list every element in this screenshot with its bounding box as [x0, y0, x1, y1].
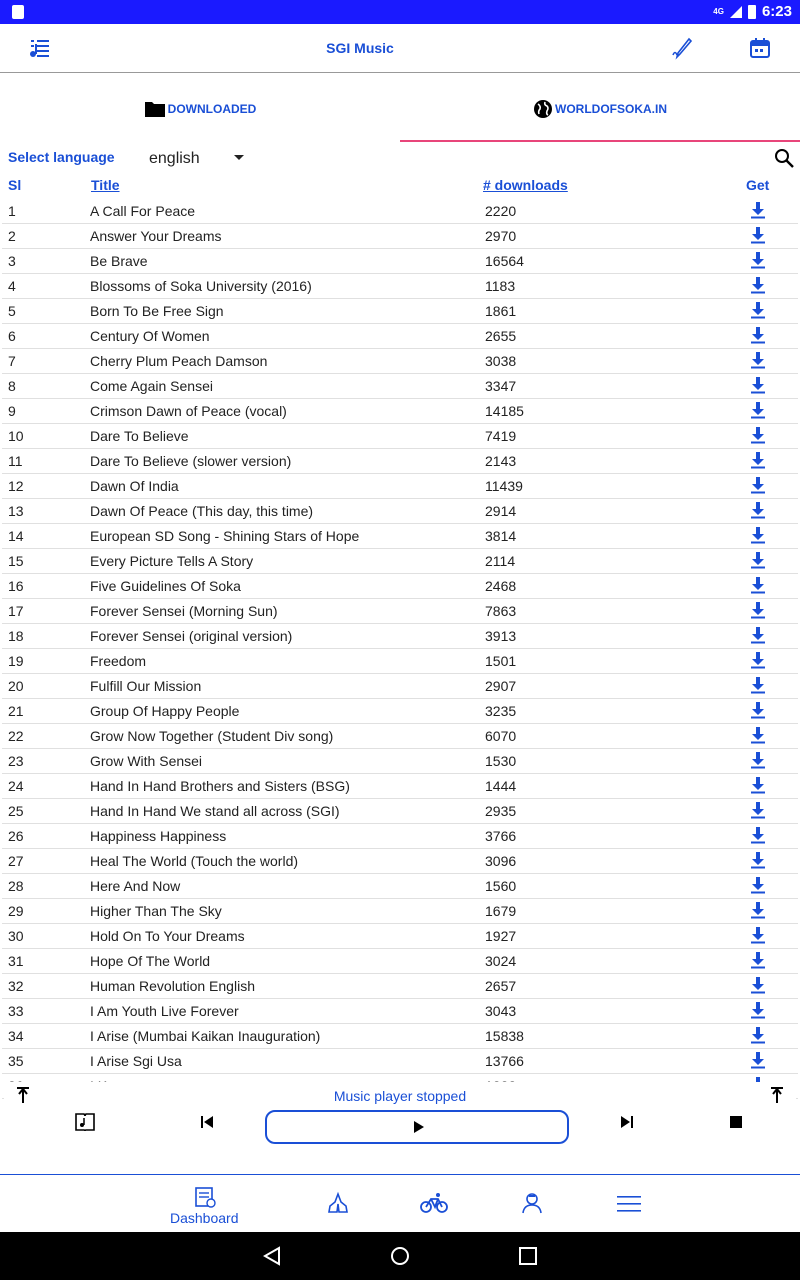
- music-book-icon[interactable]: [74, 1112, 96, 1132]
- row-sl: 25: [8, 803, 24, 819]
- table-row[interactable]: [2, 498, 798, 524]
- play-button[interactable]: [265, 1110, 569, 1144]
- chevron-down-icon[interactable]: [234, 155, 244, 160]
- row-title: Higher Than The Sky: [90, 903, 222, 919]
- download-icon[interactable]: [750, 602, 766, 619]
- pen-icon[interactable]: [670, 36, 694, 60]
- row-sl: 17: [8, 603, 24, 619]
- app-title: SGI Music: [326, 40, 394, 56]
- bicycle-icon[interactable]: [420, 1192, 448, 1214]
- clock: 6:23: [761, 3, 792, 20]
- row-sl: 20: [8, 678, 24, 694]
- battery-icon: [748, 5, 756, 19]
- row-title: I Arise (Mumbai Kaikan Inauguration): [90, 1028, 321, 1044]
- row-sl: 22: [8, 728, 24, 744]
- row-title: Come Again Sensei: [90, 378, 213, 394]
- status-bar: [0, 0, 800, 24]
- table-row[interactable]: [2, 1023, 798, 1049]
- row-sl: 29: [8, 903, 24, 919]
- download-icon[interactable]: [750, 1052, 766, 1069]
- header-downloads[interactable]: # downloads: [483, 177, 568, 193]
- row-sl: 7: [8, 353, 16, 369]
- table-row[interactable]: [2, 698, 798, 724]
- table-row[interactable]: [2, 773, 798, 799]
- row-downloads: 1183: [485, 278, 516, 294]
- app-bar: [0, 24, 800, 73]
- bottom-navigation: [122, 1176, 678, 1232]
- row-title: European SD Song - Shining Stars of Hope: [90, 528, 360, 544]
- row-sl: 31: [8, 953, 24, 969]
- table-row[interactable]: [2, 573, 798, 599]
- row-title: I Am Youth Live Forever: [90, 1003, 239, 1019]
- table-row[interactable]: [2, 673, 798, 699]
- row-downloads: 15838: [485, 1028, 524, 1044]
- row-title: Five Guidelines Of Soka: [90, 578, 241, 594]
- select-language-label: Select language: [8, 149, 115, 165]
- divider: [0, 1174, 800, 1175]
- row-sl: 19: [8, 653, 24, 669]
- row-downloads: 3043: [485, 1003, 517, 1019]
- dashboard-icon[interactable]: [194, 1186, 216, 1208]
- music-player: [4, 1082, 796, 1148]
- row-title: Here And Now: [90, 878, 181, 894]
- download-icon[interactable]: [750, 452, 766, 469]
- row-sl: 9: [8, 403, 16, 419]
- system-navigation-bar: [0, 1232, 800, 1280]
- row-title: Answer Your Dreams: [90, 228, 222, 244]
- row-title: Dawn Of Peace (This day, this time): [90, 503, 314, 519]
- table-header: [0, 176, 800, 196]
- row-downloads: 2114: [485, 553, 516, 569]
- table-row[interactable]: [2, 448, 798, 474]
- row-sl: 15: [8, 553, 24, 569]
- download-icon[interactable]: [750, 927, 766, 944]
- row-downloads: 7419: [485, 428, 517, 444]
- row-sl: 13: [8, 503, 24, 519]
- row-downloads: 2657: [485, 978, 517, 994]
- row-title: Blossoms of Soka University (2016): [90, 278, 312, 294]
- row-downloads: 1530: [485, 753, 517, 769]
- table-row[interactable]: [2, 1048, 798, 1074]
- player-status: Music player stopped: [333, 1088, 467, 1104]
- download-icon[interactable]: [750, 402, 766, 419]
- row-title: Freedom: [90, 653, 147, 669]
- table-row[interactable]: [2, 823, 798, 849]
- row-sl: 26: [8, 828, 24, 844]
- table-row[interactable]: [2, 623, 798, 649]
- row-title: Grow Now Together (Student Div song): [90, 728, 334, 744]
- download-icon[interactable]: [750, 527, 766, 544]
- row-title: Grow With Sensei: [90, 753, 203, 769]
- table-row[interactable]: [2, 398, 798, 424]
- table-row[interactable]: [2, 223, 798, 249]
- table-row[interactable]: [2, 648, 798, 674]
- table-row[interactable]: [2, 273, 798, 299]
- table-row[interactable]: [2, 198, 798, 224]
- row-title: Dawn Of India: [90, 478, 179, 494]
- network-type: 4G: [713, 7, 724, 16]
- row-downloads: 1560: [485, 878, 517, 894]
- language-filter: [0, 142, 800, 176]
- download-icon[interactable]: [750, 627, 766, 644]
- calendar-icon[interactable]: [748, 36, 772, 60]
- download-icon[interactable]: [750, 302, 766, 319]
- download-icon[interactable]: [750, 202, 766, 219]
- row-downloads: 2907: [485, 678, 517, 694]
- row-sl: 5: [8, 303, 16, 319]
- row-downloads: 6070: [485, 728, 517, 744]
- row-title: Every Picture Tells A Story: [90, 553, 254, 569]
- row-sl: 24: [8, 778, 24, 794]
- row-downloads: 14185: [485, 403, 524, 419]
- row-sl: 18: [8, 628, 24, 644]
- table-row[interactable]: [2, 298, 798, 324]
- row-sl: 11: [8, 453, 23, 469]
- skip-next-icon[interactable]: [620, 1115, 634, 1129]
- table-row[interactable]: [2, 798, 798, 824]
- download-icon[interactable]: [750, 802, 766, 819]
- row-sl: 3: [8, 253, 16, 269]
- table-row[interactable]: [2, 748, 798, 774]
- row-title: Century Of Women: [90, 328, 210, 344]
- row-downloads: 3766: [485, 828, 517, 844]
- row-sl: 28: [8, 878, 24, 894]
- download-icon[interactable]: [750, 877, 766, 894]
- row-downloads: 2655: [485, 328, 517, 344]
- row-title: Cherry Plum Peach Damson: [90, 353, 268, 369]
- skip-previous-icon[interactable]: [200, 1115, 214, 1129]
- folder-icon: [144, 100, 166, 118]
- row-downloads: 2220: [485, 203, 517, 219]
- download-icon[interactable]: [750, 852, 766, 869]
- tab-downloaded[interactable]: [0, 78, 400, 140]
- row-title: Heal The World (Touch the world): [90, 853, 299, 869]
- stop-icon[interactable]: [730, 1116, 742, 1128]
- back-icon[interactable]: [262, 1246, 282, 1266]
- row-title: Fulfill Our Mission: [90, 678, 202, 694]
- row-downloads: 1927: [485, 928, 517, 944]
- row-title: I Arise Sgi Usa: [90, 1053, 182, 1069]
- tab-downloaded-label: DOWNLOADED: [167, 102, 257, 116]
- globe-icon: [533, 99, 553, 119]
- download-icon[interactable]: [750, 352, 766, 369]
- table-row[interactable]: [2, 998, 798, 1024]
- download-icon[interactable]: [750, 727, 766, 744]
- row-downloads: 13766: [485, 1053, 524, 1069]
- table-row[interactable]: [2, 873, 798, 899]
- sd-card-icon: [12, 5, 24, 19]
- row-sl: 23: [8, 753, 24, 769]
- row-downloads: 11439: [485, 478, 523, 494]
- download-icon[interactable]: [750, 327, 766, 344]
- header-sl[interactable]: Sl: [8, 177, 22, 193]
- row-title: Hold On To Your Dreams: [90, 928, 245, 944]
- row-title: Hand In Hand Brothers and Sisters (BSG): [90, 778, 350, 794]
- row-sl: 27: [8, 853, 24, 869]
- row-title: Forever Sensei (Morning Sun): [90, 603, 278, 619]
- row-downloads: 2935: [485, 803, 517, 819]
- dashboard-label[interactable]: Dashboard: [170, 1210, 239, 1226]
- row-sl: 8: [8, 378, 16, 394]
- praying-hands-icon[interactable]: [326, 1192, 350, 1214]
- row-title: Hand In Hand We stand all across (SGI): [90, 803, 340, 819]
- row-downloads: 1501: [485, 653, 517, 669]
- download-icon[interactable]: [750, 377, 766, 394]
- scroll-top-icon[interactable]: [770, 1086, 784, 1104]
- table-row[interactable]: [2, 898, 798, 924]
- row-title: Born To Be Free Sign: [90, 303, 224, 319]
- download-icon[interactable]: [750, 1002, 766, 1019]
- row-sl: 32: [8, 978, 24, 994]
- row-downloads: 7863: [485, 603, 517, 619]
- row-sl: 6: [8, 328, 16, 344]
- row-sl: 1: [8, 203, 16, 219]
- download-icon[interactable]: [750, 252, 766, 269]
- table-row[interactable]: [2, 723, 798, 749]
- download-icon[interactable]: [750, 752, 766, 769]
- row-title: Human Revolution English: [90, 978, 255, 994]
- table-row[interactable]: [2, 473, 798, 499]
- row-downloads: 1679: [485, 903, 517, 919]
- tab-worldofsoka-label: WORLDOFSOKA.IN: [555, 102, 667, 116]
- row-title: Hope Of The World: [90, 953, 211, 969]
- row-downloads: 3024: [485, 953, 517, 969]
- row-downloads: 2970: [485, 228, 517, 244]
- table-row[interactable]: [2, 973, 798, 999]
- tab-bar: [0, 78, 800, 142]
- row-title: Happiness Happiness: [90, 828, 227, 844]
- row-downloads: 3347: [485, 378, 517, 394]
- row-title: Dare To Believe (slower version): [90, 453, 292, 469]
- download-icon[interactable]: [750, 902, 766, 919]
- table-row[interactable]: [2, 848, 798, 874]
- row-downloads: 3814: [485, 528, 517, 544]
- table-row[interactable]: [2, 948, 798, 974]
- row-sl: 35: [8, 1053, 24, 1069]
- table-row[interactable]: [2, 323, 798, 349]
- signal-icon: [730, 6, 742, 18]
- download-icon[interactable]: [750, 277, 766, 294]
- row-downloads: 3235: [485, 703, 517, 719]
- row-downloads: 3038: [485, 353, 517, 369]
- row-sl: 2: [8, 228, 16, 244]
- search-icon[interactable]: [774, 148, 796, 170]
- download-icon[interactable]: [750, 952, 766, 969]
- row-sl: 33: [8, 1003, 24, 1019]
- table-row[interactable]: [2, 423, 798, 449]
- row-sl: 16: [8, 578, 24, 594]
- row-downloads: 1444: [485, 778, 517, 794]
- table-row[interactable]: [2, 523, 798, 549]
- row-sl: 4: [8, 278, 16, 294]
- download-icon[interactable]: [750, 977, 766, 994]
- row-downloads: 3913: [485, 628, 517, 644]
- menu-icon[interactable]: [616, 1194, 642, 1214]
- row-sl: 12: [8, 478, 24, 494]
- row-sl: 14: [8, 528, 24, 544]
- download-icon[interactable]: [750, 677, 766, 694]
- table-row[interactable]: [2, 923, 798, 949]
- row-sl: 30: [8, 928, 24, 944]
- person-icon[interactable]: [520, 1192, 544, 1214]
- row-sl: 10: [8, 428, 24, 444]
- table-row[interactable]: [2, 348, 798, 374]
- table-row[interactable]: [2, 373, 798, 399]
- row-title: Be Brave: [90, 253, 148, 269]
- row-title: Group Of Happy People: [90, 703, 240, 719]
- home-icon[interactable]: [389, 1245, 411, 1267]
- download-icon[interactable]: [750, 652, 766, 669]
- download-icon[interactable]: [750, 552, 766, 569]
- play-icon: [413, 1120, 425, 1134]
- download-icon[interactable]: [750, 702, 766, 719]
- table-row[interactable]: [2, 598, 798, 624]
- row-downloads: 1861: [485, 303, 517, 319]
- download-icon[interactable]: [750, 577, 766, 594]
- download-icon[interactable]: [750, 827, 766, 844]
- song-list: [0, 198, 800, 1082]
- download-icon[interactable]: [750, 1027, 766, 1044]
- table-row[interactable]: [2, 248, 798, 274]
- row-title: Forever Sensei (original version): [90, 628, 293, 644]
- row-title: Dare To Believe: [90, 428, 189, 444]
- download-icon[interactable]: [750, 427, 766, 444]
- table-row[interactable]: [2, 548, 798, 574]
- row-downloads: 3096: [485, 853, 517, 869]
- row-downloads: 2143: [485, 453, 517, 469]
- language-dropdown[interactable]: english: [149, 150, 200, 167]
- tab-worldofsoka[interactable]: [400, 78, 800, 142]
- recents-icon[interactable]: [519, 1247, 537, 1265]
- row-title: A Call For Peace: [90, 203, 196, 219]
- download-icon[interactable]: [750, 227, 766, 244]
- download-icon[interactable]: [750, 477, 766, 494]
- download-icon[interactable]: [750, 502, 766, 519]
- download-icon[interactable]: [750, 777, 766, 794]
- row-downloads: 2468: [485, 578, 517, 594]
- row-sl: 21: [8, 703, 24, 719]
- row-downloads: 2914: [485, 503, 517, 519]
- row-title: Crimson Dawn of Peace (vocal): [90, 403, 287, 419]
- header-title[interactable]: Title: [91, 177, 120, 193]
- row-sl: 34: [8, 1028, 24, 1044]
- row-downloads: 16564: [485, 253, 524, 269]
- header-get: Get: [746, 177, 770, 193]
